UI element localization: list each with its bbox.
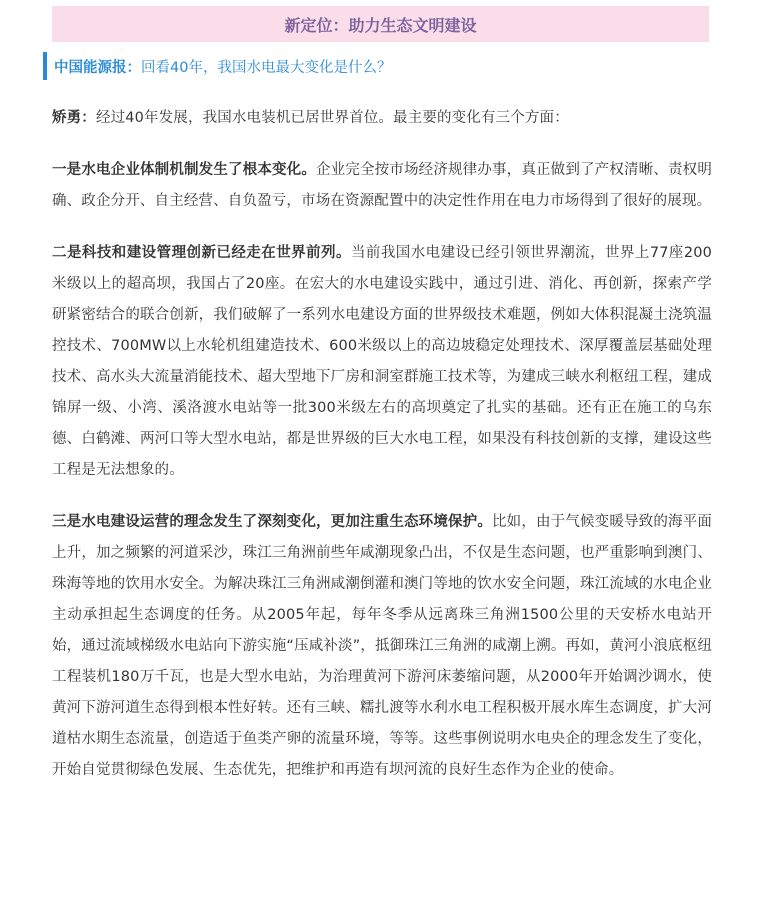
paragraph-point-2 [52,238,712,486]
section-title [52,6,709,42]
article-body [52,103,712,807]
paragraph-lead: 一是水电企业体制机制发生了根本变化。 [52,162,316,178]
paragraph-lead: 二是科技和建设管理创新已经走在世界前列。 [52,245,351,261]
paragraph-lead: 矫勇： [52,110,96,126]
paragraph-point-1 [52,155,712,217]
paragraph-text: 比如，由于气候变暖导致的海平面上升，加之频繁的河道采沙，珠江三角洲前些年咸潮现象凸出，不仅是生态问题，也严重影响到澳门、珠海等地的饮用水安全。为解决珠江三角洲咸潮倒灌和澳门等地的饮水安全问题，珠江流域的水电企业主动承担起生态调度的任务。从2005年起，每年冬季从远离珠三角洲1500公里的天安桥水电站开始，通过流域梯级水电站向下游实施“压咸补淡”，抵御珠江三角洲的咸潮上溯。再如，黄河小浪底枢纽工程装机180万千瓦，也是大型水电站，为治理黄河下游河床萎缩问题，从2000年开始调沙调水，使黄河下游河道生态得到根本性好转。还有三峡、糯扎渡等水利水电工程积极开展水库生态调度，扩大河道枯水期生态流量，创造适于鱼类产卵的流量环境，等等。这些事例说明水电央企的理念发生了变化，开始自觉贯彻绿色发展、生态优先，把维护和再造有坝河流的良好生态作为企业的使命。 [52,514,713,778]
paragraph-text: 当前我国水电建设已经引领世界潮流，世界上77座200米级以上的超高坝，我国占了20座。在宏大的水电建设实践中，通过引进、消化、再创新，探索产学研紧密结合的联合创新，我们破解了一系列水电建设方面的世界级技术难题，例如大体积混凝土浇筑温控技术、700MW以上水轮机组建造技术、600米级以上的高边坡稳定处理技术、深厚覆盖层基础处理技术、高水头大流量消能技术、超大型地下厂房和洞室群施工技术等，为建成三峡水利枢纽工程，建成锦屏一级、小湾、溪洛渡水电站等一批300米级左右的高坝奠定了扎实的基础。还有正在施工的乌东德、白鹤滩、两河口等大型水电站，都是世界级的巨大水电工程，如果没有科技创新的支撑，建设这些工程是无法想象的。 [52,245,712,478]
paragraph-text: 经过40年发展，我国水电装机已居世界首位。最主要的变化有三个方面： [95,110,569,126]
question-source: 中国能源报： [54,59,141,76]
paragraph-intro [52,103,712,134]
paragraph-lead: 三是水电建设运营的理念发生了深刻变化，更加注重生态环境保护。 [52,514,493,530]
paragraph-point-3 [52,507,712,786]
interview-question [43,52,391,80]
section-title-text: 新定位：助力生态文明建设 [284,15,477,35]
paragraph-text: 企业完全按市场经济规律办事，真正做到了产权清晰、责权明确、政企分开、自主经营、自负盈亏，市场在资源配置中的决定性作用在电力市场得到了很好的展现。 [52,162,712,209]
question-text: 回看40年，我国水电最大变化是什么？ [141,59,392,76]
